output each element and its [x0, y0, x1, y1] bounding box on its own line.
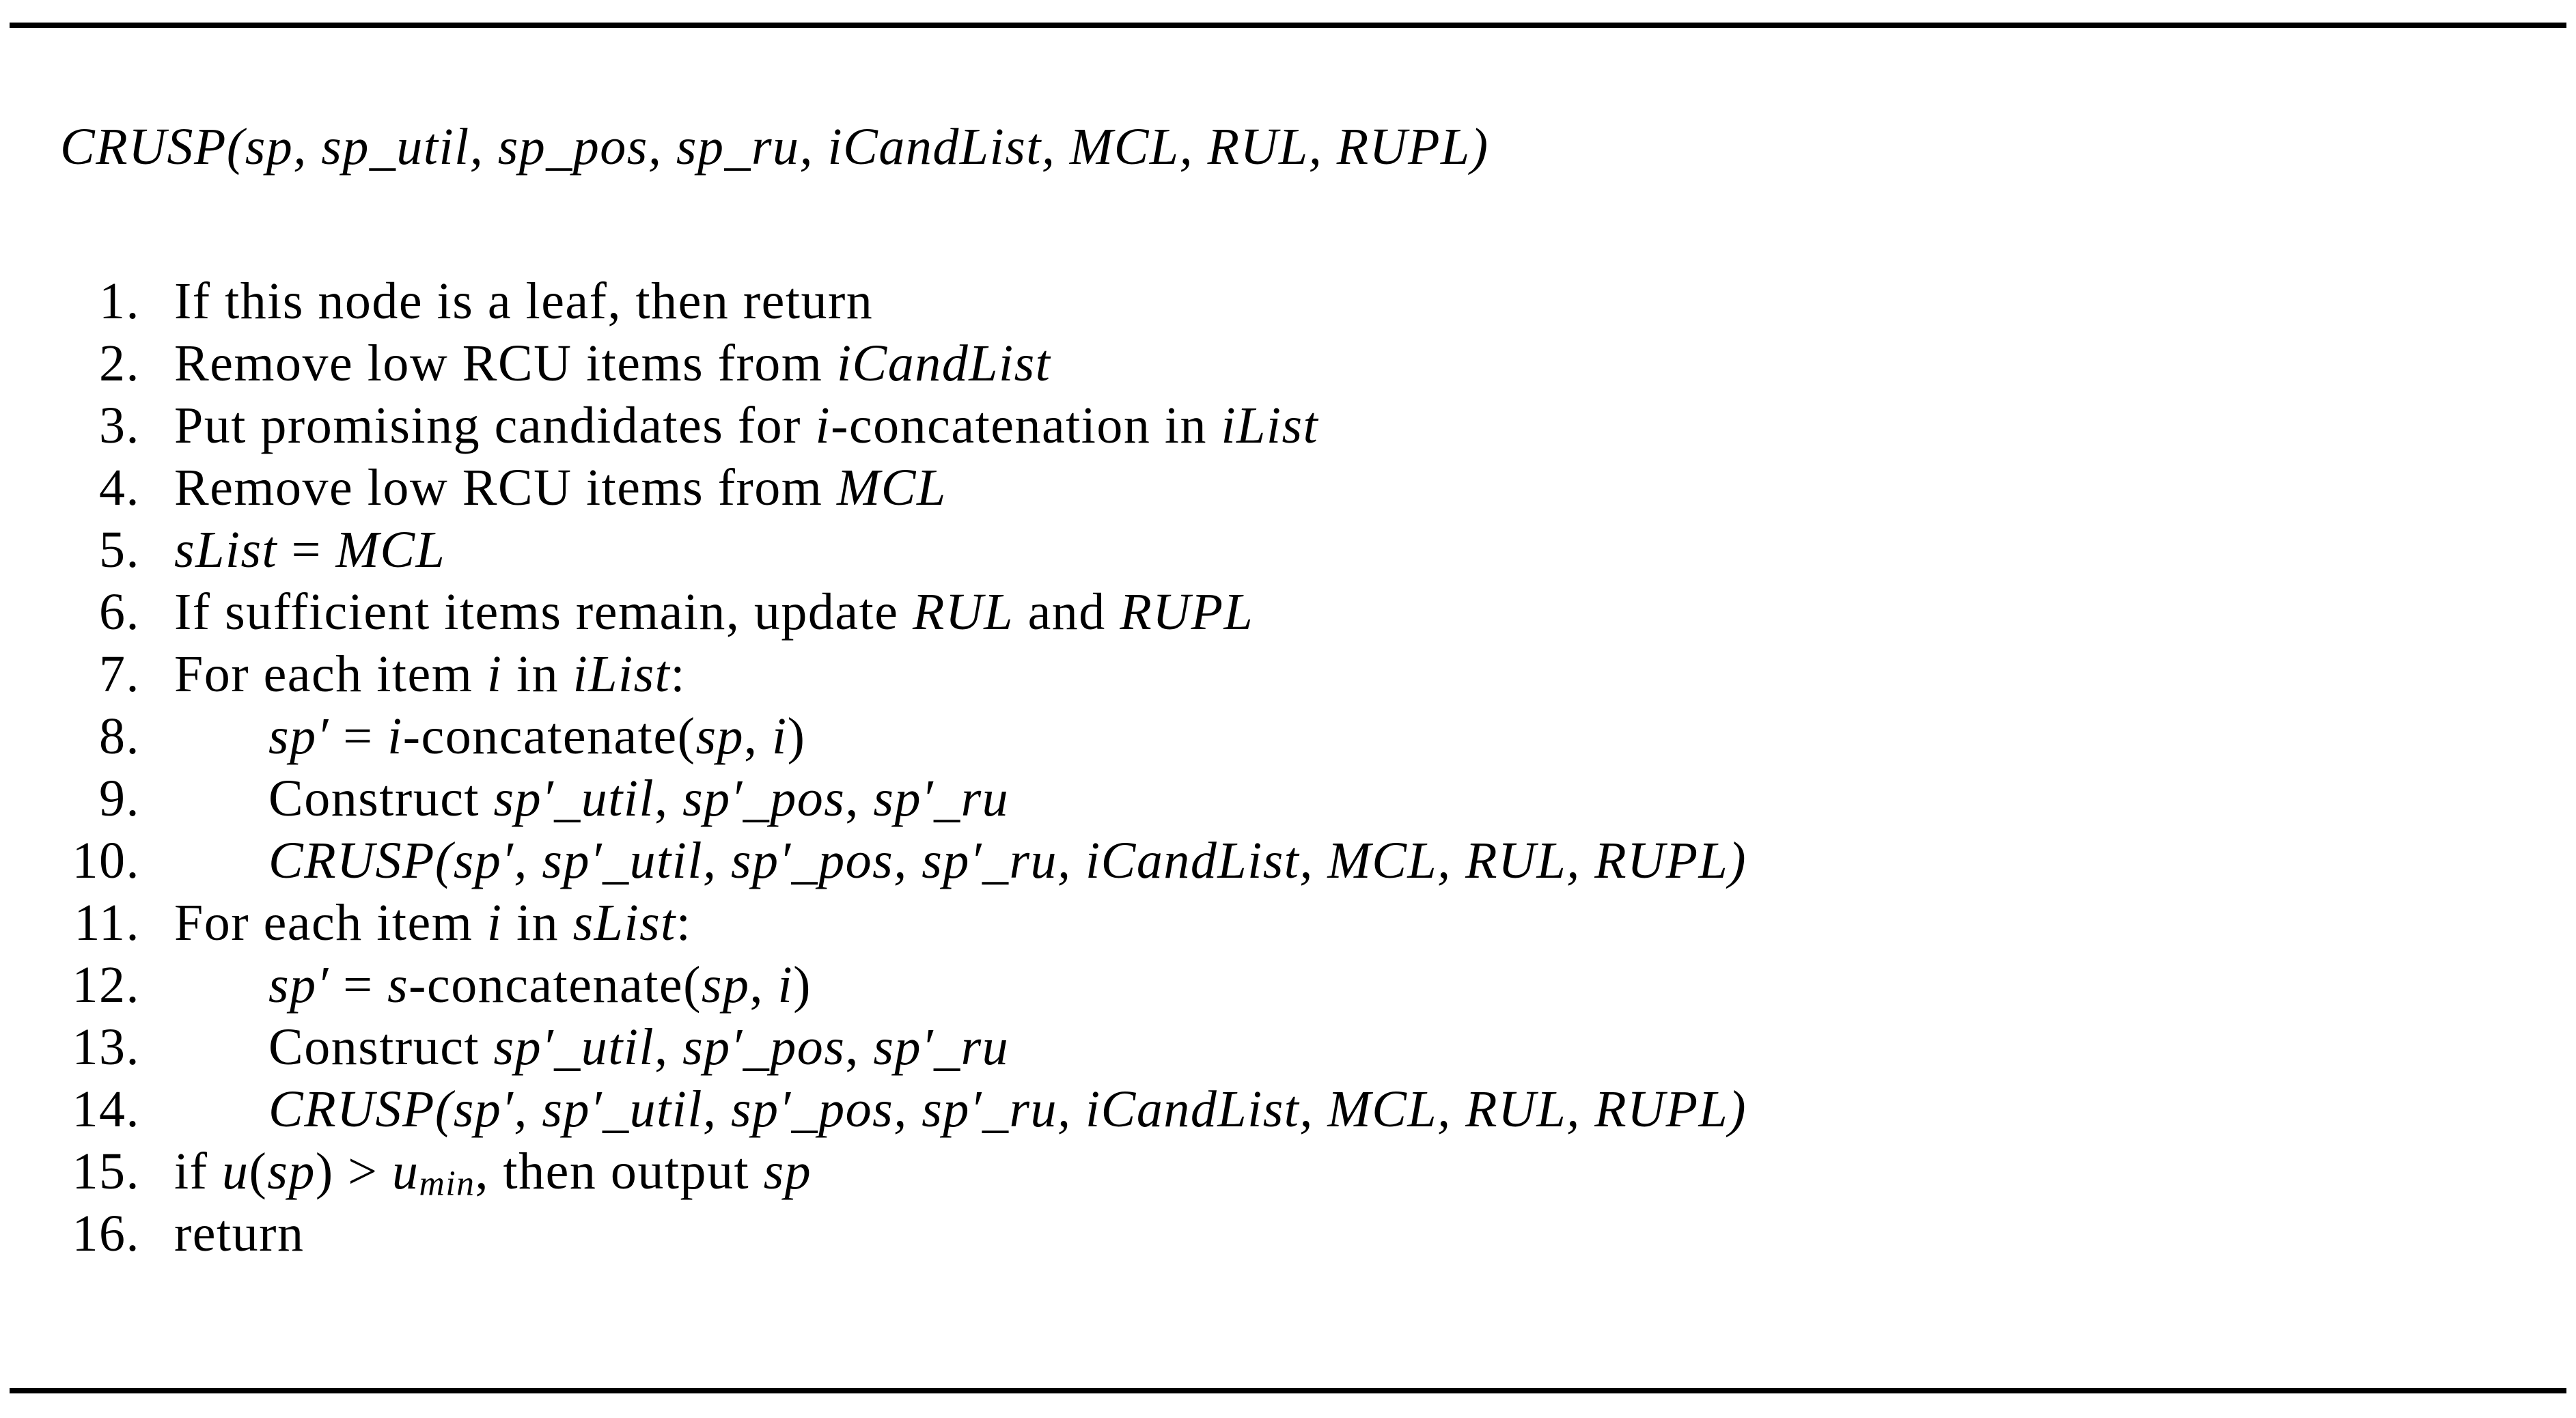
text-segment: sp	[763, 1143, 812, 1200]
text-segment: (	[249, 1143, 268, 1200]
line-number: 14.	[72, 1081, 140, 1138]
text-segment: =	[277, 521, 336, 579]
text-segment: return	[174, 1205, 305, 1262]
text-segment: =	[329, 708, 388, 765]
text-segment: Remove low RCU items from	[174, 335, 837, 392]
text-segment: sp′	[268, 708, 329, 765]
text-segment: ,	[654, 770, 683, 827]
text-segment: i	[387, 708, 403, 765]
text-segment: :	[670, 645, 686, 703]
text-segment: ,	[749, 956, 778, 1014]
text-segment: min	[419, 1164, 475, 1204]
text-segment: in	[502, 894, 573, 951]
text-segment: i	[486, 894, 503, 951]
line-number: 13.	[72, 1018, 140, 1076]
text-segment: sp′_util	[493, 1018, 655, 1076]
text-segment: sp′_pos	[682, 1018, 846, 1076]
line-number: 4.	[99, 459, 140, 516]
line-text	[174, 1203, 304, 1265]
text-segment: ,	[654, 1018, 683, 1076]
algorithm-line	[0, 395, 2576, 457]
line-text	[174, 892, 691, 954]
line-number: 6.	[99, 583, 140, 641]
line-number: 11.	[74, 894, 140, 951]
line-text	[268, 1079, 1747, 1141]
algorithm-line	[0, 892, 2576, 954]
text-segment: Construct	[268, 1018, 494, 1076]
line-text	[268, 830, 1747, 892]
text-segment: sList	[174, 521, 278, 579]
line-text	[174, 581, 1254, 643]
algorithm-line	[0, 954, 2576, 1016]
text-segment: MCL	[335, 521, 446, 579]
text-segment: sp′_pos	[682, 770, 846, 827]
text-segment: in	[502, 645, 573, 703]
text-segment: sp′_util	[493, 770, 655, 827]
text-segment: )	[787, 708, 806, 765]
algorithm-line	[0, 768, 2576, 830]
line-text	[174, 395, 1318, 457]
text-segment: CRUSP(sp′, sp′_util, sp′_pos, sp′_ru, iCandList, MCL, RUL, RUPL)	[268, 1081, 1747, 1138]
line-text	[174, 519, 445, 581]
text-segment: If this node is a leaf, then return	[174, 273, 874, 330]
text-segment: sp	[701, 956, 750, 1014]
text-segment: iList	[1221, 397, 1319, 454]
line-number: 2.	[99, 335, 140, 392]
text-segment: )	[793, 956, 812, 1014]
text-segment: sp′	[268, 956, 329, 1014]
algorithm-line	[0, 1079, 2576, 1141]
line-number: 1.	[99, 273, 140, 330]
text-segment: i	[777, 956, 794, 1014]
line-number: 8.	[99, 708, 140, 765]
line-text	[174, 457, 947, 519]
line-number: 7.	[99, 645, 140, 703]
line-number: 12.	[72, 956, 140, 1014]
text-segment: , then output	[475, 1143, 764, 1200]
text-segment: sp′_ru	[873, 1018, 1010, 1076]
text-segment: ,	[744, 708, 773, 765]
text-segment: i	[815, 397, 831, 454]
text-segment: For each item	[174, 894, 487, 951]
algorithm-line	[0, 830, 2576, 892]
text-segment: For each item	[174, 645, 487, 703]
algorithm-title: CRUSP(sp, sp_util, sp_pos, sp_ru, iCandList, MCL, RUL, RUPL)	[60, 118, 1489, 176]
top-rule	[10, 23, 2566, 28]
text-segment: ) >	[315, 1143, 392, 1200]
text-segment: If sufficient items remain, update	[174, 583, 913, 641]
text-segment: CRUSP(sp′, sp′_util, sp′_pos, sp′_ru, iCandList, MCL, RUL, RUPL)	[268, 832, 1747, 889]
text-segment: Put promising candidates for	[174, 397, 816, 454]
algorithm-line	[0, 581, 2576, 643]
algorithm-line	[0, 333, 2576, 395]
line-number: 5.	[99, 521, 140, 579]
text-segment: u	[221, 1143, 249, 1200]
text-segment: iList	[572, 645, 671, 703]
line-text	[174, 270, 873, 333]
line-number: 15.	[72, 1143, 140, 1200]
algorithm-line	[0, 1203, 2576, 1265]
text-segment: RUL	[913, 583, 1014, 641]
algorithm-line	[0, 1141, 2576, 1203]
algorithm-line	[0, 1016, 2576, 1079]
algorithm-line	[0, 270, 2576, 333]
text-segment: =	[329, 956, 388, 1014]
line-text	[268, 768, 1009, 830]
line-text	[174, 643, 686, 706]
algorithm-line	[0, 457, 2576, 519]
text-segment: -concatenate(	[408, 956, 702, 1014]
text-segment: and	[1014, 583, 1120, 641]
text-segment: sp	[695, 708, 745, 765]
algorithm-line	[0, 706, 2576, 768]
algorithm-line	[0, 519, 2576, 581]
line-text	[174, 333, 1051, 395]
algorithm-line	[0, 643, 2576, 706]
text-segment: -concatenation in	[831, 397, 1221, 454]
text-segment: ,	[845, 770, 874, 827]
text-segment: sp	[267, 1143, 316, 1200]
text-segment: MCL	[836, 459, 947, 516]
line-text	[174, 1141, 812, 1203]
line-text	[268, 1016, 1009, 1079]
line-text	[268, 954, 812, 1016]
text-segment: i	[486, 645, 503, 703]
text-segment: RUPL	[1120, 583, 1254, 641]
line-number: 16.	[72, 1205, 140, 1262]
text-segment: iCandList	[836, 335, 1051, 392]
text-segment: Remove low RCU items from	[174, 459, 837, 516]
text-segment: Construct	[268, 770, 494, 827]
line-text	[268, 706, 805, 768]
text-segment: :	[676, 894, 692, 951]
text-segment: i	[772, 708, 788, 765]
bottom-rule	[10, 1388, 2566, 1393]
line-number: 3.	[99, 397, 140, 454]
text-segment: s	[387, 956, 409, 1014]
text-segment: -concatenate(	[402, 708, 696, 765]
algorithm-steps	[0, 270, 2576, 1265]
text-segment: ,	[845, 1018, 874, 1076]
line-number: 9.	[99, 770, 140, 827]
text-segment: if	[174, 1143, 222, 1200]
text-segment: sList	[572, 894, 676, 951]
text-segment: u	[392, 1143, 419, 1200]
line-number: 10.	[72, 832, 140, 889]
text-segment: sp′_ru	[873, 770, 1010, 827]
